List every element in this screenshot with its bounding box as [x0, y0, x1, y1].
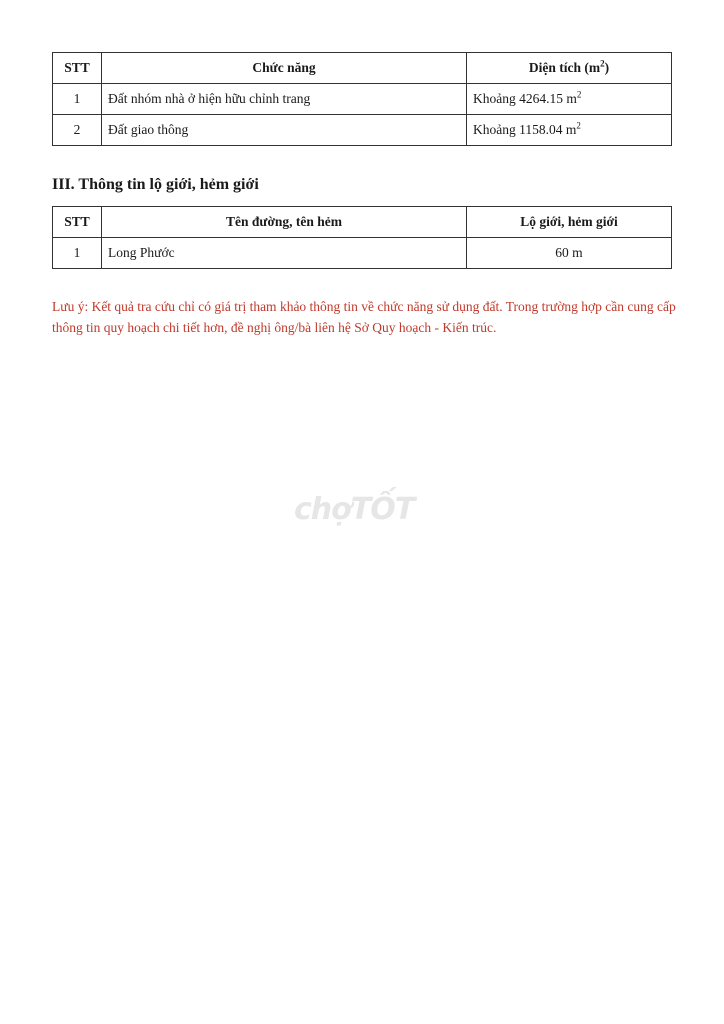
cell-area: [467, 115, 672, 146]
table-header-row: [53, 207, 672, 238]
cell-area-value: Khoảng 1158.04 m: [473, 122, 577, 137]
cell-road-name: Long Phước: [102, 238, 467, 269]
header-stt: STT: [53, 207, 102, 238]
header-road-width: Lộ giới, hẻm giới: [467, 207, 672, 238]
cell-function: Đất giao thông: [102, 115, 467, 146]
header-road-name: Tên đường, tên hẻm: [102, 207, 467, 238]
header-function: Chức năng: [102, 53, 467, 84]
cell-area-sup: 2: [576, 120, 581, 131]
cell-function: Đất nhóm nhà ở hiện hữu chỉnh trang: [102, 84, 467, 115]
road-boundary-table: [52, 206, 672, 269]
table-header-row: [53, 53, 672, 84]
cell-stt: 1: [53, 84, 102, 115]
table-row: [53, 84, 672, 115]
header-area-sup: 2: [600, 58, 605, 69]
cell-road-width: 60 m: [467, 238, 672, 269]
header-area: [467, 53, 672, 84]
header-area-prefix: Diện tích (m: [528, 60, 601, 75]
section-heading: III. Thông tin lộ giới, hẻm giới: [52, 176, 259, 193]
cell-stt: 2: [53, 115, 102, 146]
header-area-suffix: ): [604, 60, 610, 75]
table-row: [53, 238, 672, 269]
cell-stt: 1: [53, 238, 102, 269]
cell-area: [467, 84, 672, 115]
table-row: [53, 115, 672, 146]
cell-area-value: Khoảng 4264.15 m: [473, 91, 577, 106]
disclaimer-note: Lưu ý: Kết quả tra cứu chỉ có giá trị tham khảo thông tin về chức năng sử dụng đất. Trong trường hợp cần cung cấp thông tin quy hoạch chi tiết hơn, đề nghị ông/bà liên hệ Sở Quy hoạch - Kiến trúc.: [52, 299, 676, 335]
header-stt: STT: [53, 53, 102, 84]
land-use-table: [52, 52, 672, 146]
watermark-logo: chợTỐT: [294, 492, 415, 527]
cell-area-sup: 2: [576, 89, 582, 100]
